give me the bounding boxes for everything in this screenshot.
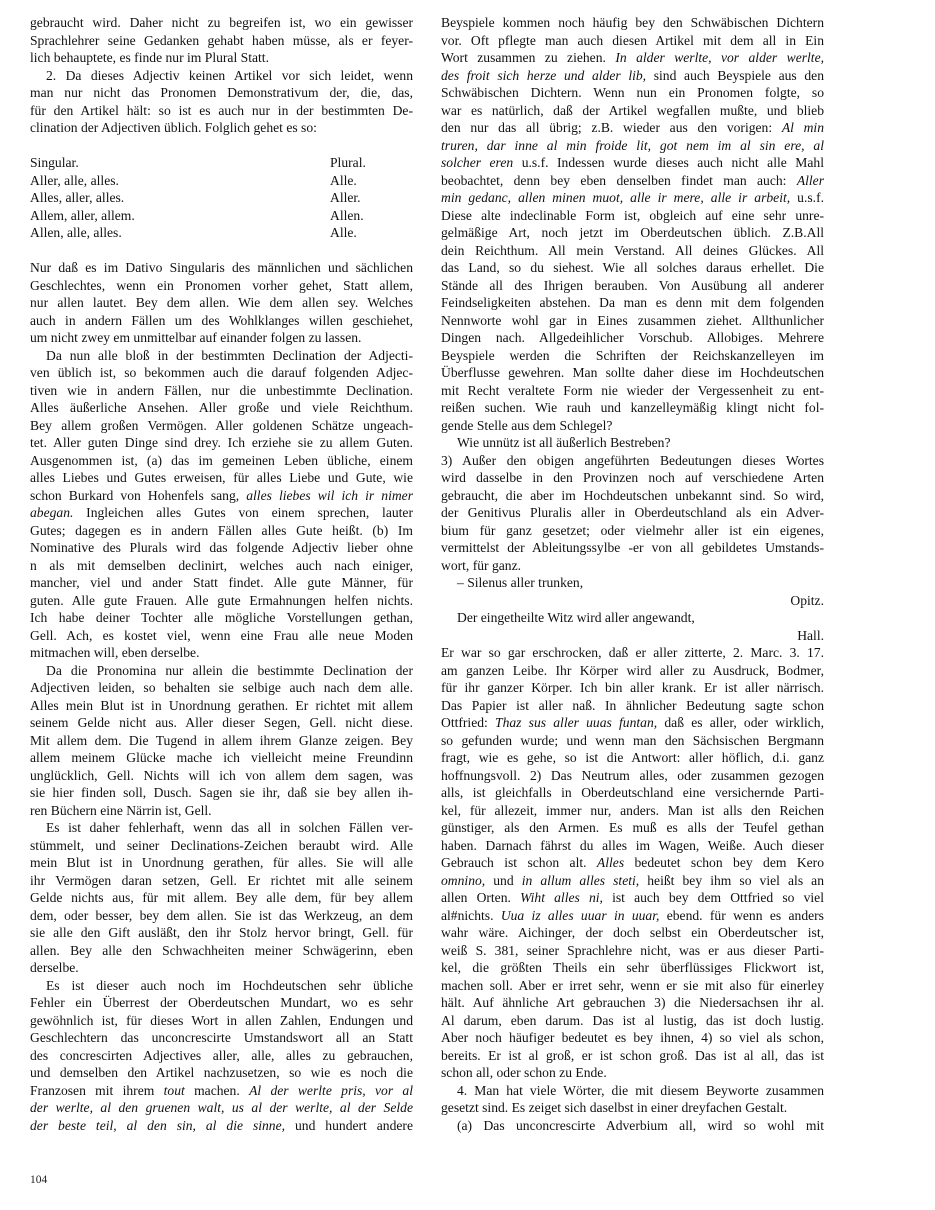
text-run: den nur das all übrig; z.B. wieder aus den vorigen: — [441, 120, 782, 135]
text-line: so gefunden wurde; und wenn man den Sächsischen Bergmann — [441, 732, 824, 748]
text-line — [441, 119, 824, 137]
text-line — [441, 189, 824, 207]
quote-text: Uua iz alles uuar in uuar, — [500, 907, 660, 923]
quote-text: alles liebes wil ich ir nimer — [246, 487, 413, 503]
text-run: u.s.f. Indessen wurde dieses auch nicht alle Mahl — [513, 155, 824, 170]
quote-text: truren, dar inne al min froide lit, got nem im al sin ere, al — [441, 137, 824, 153]
text-line: wird dasselbe in den Provinzen noch auf verschiedene Arten — [441, 470, 824, 485]
text-line — [441, 889, 824, 907]
text-line: lich behauptete, es finde nur im Plural Statt. — [30, 50, 269, 65]
text-line: 2. Da dieses Adjectiv keinen Artikel vor sich leidet, wenn — [46, 67, 413, 83]
text-line: Nur daß es im Dativo Singularis des männlichen und sächlichen — [30, 260, 413, 275]
text-line: nur allen lautet. Bey dem allen. Wie dem allen sey. Welches — [30, 295, 413, 310]
declension-table-header — [30, 154, 413, 172]
quote-attribution: Hall. — [797, 627, 824, 643]
text-line: wort, für ganz. — [441, 557, 522, 573]
text-line: 3) Außer den obigen angeführten Bedeutungen dieses Wortes — [441, 452, 824, 468]
text-line: gelmäßige Art, noch jetzt im Oberdeutschen üblich. Z.B.All — [441, 225, 824, 240]
right-column — [441, 14, 824, 1134]
text-line: hält. Auf ähnliche Art gebrauchen 3) die Niedersachsen ihr al. — [441, 995, 824, 1010]
text-line — [30, 1099, 413, 1117]
text-line: sie alle den Gift ausläßt, den ihr Stolz hervor bringt, Gell. für — [30, 925, 413, 940]
text-line — [30, 1082, 413, 1100]
quote-text: Alles — [596, 855, 625, 870]
text-run: Ottfried: — [441, 715, 496, 730]
text-line: ven üblich ist, so bekommen auch die darauf folgenden Adjec- — [30, 365, 413, 380]
verse-quote: – Silenus aller trunken, — [457, 575, 584, 590]
text-line: gende Stelle aus dem Schlegel? — [441, 417, 613, 433]
text-line: Ausgenommen ist, (a) das im gemeinen Leben übliche, einem — [30, 452, 413, 468]
text-line: Geschlechtern das unconcrescirte Umstandswort all an Statt — [30, 1030, 413, 1045]
text-line: Schwäbischen Dichtern. Wenn nun ein Pronomen folgte, so — [441, 85, 824, 100]
text-line: für ihr ganzer Körper. Ich bin aller krank. Er ist aller närrisch. — [441, 680, 824, 695]
text-line: sie hier finden soll, Dusch. Sagen sie ihr, daß sie bey allen ih- — [30, 785, 413, 800]
text-line — [441, 137, 824, 155]
text-line: Gell. Ach, es kostet viel, wenn eine Frau alle neue Moden — [30, 627, 413, 643]
quote-text: Aller — [796, 172, 824, 188]
text-line: machen soll. Aber er irret sehr, wenn er sie mit also für einerley — [441, 977, 824, 993]
declension-plural: Alle. — [330, 172, 357, 188]
declension-row — [30, 189, 413, 207]
text-line: Diese alte indeclinable Form ist, obgleich auf eine sehr unre- — [441, 207, 824, 223]
text-line: mit Recht veraltete Form nie wieder der Vergessenheit zu ent- — [441, 382, 824, 398]
text-line: Das Papier ist aller naß. In ähnlicher Bedeutung sagte schon — [441, 697, 824, 713]
text-line: das Land, so du siehest. Wie all solches daraus erhellet. Die — [441, 260, 824, 275]
text-line: bium für ganz gesetzet; oder vielmehr aller ist ein eigenes, — [441, 522, 824, 538]
text-run: beobachtet, denn bey eben denselben findet man auch: — [441, 172, 797, 188]
declension-singular: Allem, aller, allem. — [30, 207, 135, 223]
text-run: machen. — [184, 1082, 250, 1098]
text-line: reißen suchen. Wie rauh und kanzelleymäßig klingt nicht fol- — [441, 400, 824, 415]
text-line: Fehler ein Überrest der Oberdeutschen Mundart, wo es sehr — [30, 995, 413, 1010]
text-line: Gutes; dagegen es in andern Fällen alles Gute heißt. (b) Im — [30, 522, 413, 538]
quote-text: abegan. — [30, 505, 74, 520]
text-line: Stände all des Ihrigen berauben. Von Ausübung all anderer — [441, 277, 824, 293]
text-line: kel, die größten Theils ein sehr überflüssiges Flickwort ist, — [441, 960, 824, 975]
text-line: Al darum, eben darum. Das ist al lustig, das ist doch lustig. — [441, 1012, 824, 1028]
declension-plural: Aller. — [330, 190, 361, 205]
text-line: mancher, viel und ander Statt findet. Alle gute Männer, für — [30, 575, 413, 590]
declension-singular: Alles, aller, alles. — [30, 190, 125, 205]
text-line: mein Blut ist in Unordnung gerathen, für alles. Sie will alle — [30, 855, 413, 870]
text-line: Überflusse gewehren. Man sollte daher diese im Hochdeutschen — [441, 365, 824, 380]
text-line: Geschlechtes, wenn ein Pronomen vorher gehet, Statt allem, — [30, 277, 413, 293]
text-line: alles Liebes und Gutes erweisen, für alles Liebe und Gute, wie — [30, 470, 413, 485]
declension-singular: Allen, alle, alles. — [30, 225, 122, 240]
text-line: Beyspiele kommen noch häufig bey den Schwäbischen Dichtern — [441, 15, 824, 30]
text-line: n als mit demselben declinirt, welches auch nach einiger, — [30, 557, 413, 573]
text-line — [441, 907, 824, 925]
text-run: u.s.f. — [790, 190, 824, 205]
text-line: war es natürlich, daß der Artikel wegfallen mußte, und blieb — [441, 102, 824, 118]
text-line: allem meinem Glücke mache ich vielleicht meine Freundinn — [30, 750, 413, 765]
text-line: kel, für allezeit, immer nur, anders. Man ist alls den Reichen — [441, 802, 824, 818]
text-run: und — [485, 872, 522, 888]
quote-text: der werlte, al den gruenen walt, us al der werlte, al der Selde — [30, 1100, 413, 1115]
text-line — [441, 154, 824, 172]
quote-text: omnino, — [441, 872, 486, 888]
quote-text: Al min — [781, 120, 824, 135]
quote-text: solcher eren — [441, 155, 514, 170]
text-line: mitmachen will, eben derselbe. — [30, 645, 200, 660]
quote-text: In alder werlte, vor alder werlte, — [615, 50, 824, 65]
text-line: für den Artikel hält: so ist es auch nur in der bestimmten De- — [30, 102, 413, 118]
text-run: al#nichts. — [441, 907, 501, 923]
text-line: hoffnungsvoll. 2) Das Neutrum alles, oder zusammen gezogen — [441, 767, 824, 783]
table-header-plural: Plural. — [330, 155, 366, 170]
text-line: unglücklich, Gell. Nichts will ich von allem dem sagen, was — [30, 767, 413, 783]
text-line: ren Büchern eine Närrin ist, Gell. — [30, 802, 212, 818]
text-line — [30, 1117, 413, 1135]
text-line — [30, 487, 413, 505]
text-line: gebraucht wird. Daher nicht zu begreifen ist, wo ein gewisser — [30, 15, 413, 30]
text-line: vor. Oft pflegte man auch diesen Artikel mit dem all in Ein — [441, 32, 824, 48]
text-line: stümmelt, und seiner Declinations-Zeichen beraubt wird. Alle — [30, 837, 413, 853]
declension-plural: Allen. — [330, 207, 364, 223]
text-line — [441, 67, 824, 85]
text-line: wahr wäre. Aichinger, der doch selbst ein Oberdeutscher ist, — [441, 925, 824, 940]
text-line: der Genitivus Pluralis aller in Oberdeutschland als ein Adver- — [441, 505, 824, 520]
text-line: alls, ist gleichfalls in Oberdeutschland eine versichernde Parti- — [441, 785, 824, 800]
page-number: 104 — [30, 1174, 48, 1186]
quote-text: tout — [163, 1082, 185, 1098]
text-line: tiven wie in andern Fällen, nur die unbestimmte Declination. — [30, 382, 413, 398]
text-line: schon all, oder schon zu Ende. — [441, 1065, 607, 1080]
text-line: man nur nicht das Pronomen Demonstrativum der, die, das, — [30, 85, 413, 100]
text-run: daß es aller, oder wirklich, — [657, 715, 824, 730]
text-line: allen. Bey alle den Schwachheiten meiner Schwägerinn, eben — [30, 942, 413, 958]
text-line: vermittelst der Ableitungssylbe -er von all gebildetes Umstands- — [441, 540, 824, 555]
text-run: Wort zusammen zu ziehen. — [441, 50, 616, 65]
text-line: weiß S. 381, seiner Sprachlehre nicht, was er aus dieser Parti- — [441, 942, 824, 958]
text-line: tet. Aller guten Dinge sind drey. Ich erziehe sie zu allem Guten. — [30, 435, 413, 450]
text-line: um nicht zwey em unmittelbar auf einander folgen zu lassen. — [30, 330, 362, 345]
text-line: Aber noch häufiger bedeutet es bey ihnen, 4) so viel als schon, — [441, 1030, 824, 1045]
quote-text: des froit sich herze und alder lib, — [441, 67, 647, 83]
text-line — [441, 714, 824, 732]
text-line: dein Reichthum. All mein Verstand. All deines Glückes. All — [441, 242, 824, 258]
quote-text: Al der werlte pris, vor al — [249, 1082, 414, 1098]
text-line: Feindseligkeiten abstehen. Da man es denn mit dem folgenden — [441, 295, 824, 310]
text-line: des concrescirten Adjectives aller, alle, alles zu gebrauchen, — [30, 1047, 413, 1063]
quote-text: der beste teil, al den sin, al die sinne, — [30, 1117, 286, 1133]
text-line: Bey allem großen Vermögen. Aller goldenen Schätze ungeach- — [30, 417, 413, 433]
text-line: bereits. Er ist al groß, er ist schon groß. Das ist al all, das ist — [441, 1047, 824, 1063]
quote-text: min gedanc, allen minen muot, alle ir mere, alle ir arbeit, — [441, 190, 791, 205]
table-header-singular: Singular. — [30, 155, 79, 170]
quote-text: in allum alles steti, — [521, 872, 640, 888]
text-line: gebraucht, die aber im Hochdeutschen unbekannt sind. So wird, — [441, 487, 824, 503]
text-line: Nominative des Plurals wird das folgende Adjectiv lieber ohne — [30, 540, 413, 555]
declension-plural: Alle. — [330, 225, 357, 240]
text-line — [441, 172, 824, 190]
text-line: fragt, wie es gehe, so ist die Antwort: aller höflich, d.i. ganz — [441, 750, 824, 765]
text-line: Alles mein Blut ist in Unordnung gerathen. Er richtet mit allem — [30, 697, 413, 713]
text-line: am ganzen Leibe. Ihr Körper wird aller zu Ausdruck, Bodmer, — [441, 662, 824, 678]
text-line: guten. Alle gute Frauen. Alle gute Ermahnungen helfen nichts. — [30, 592, 413, 608]
text-line: derselbe. — [30, 960, 79, 975]
text-run: und hundert andere — [285, 1117, 413, 1133]
text-run: sind auch Beyspiele aus den — [646, 67, 824, 83]
quote-text: Thaz sus aller uuas funtan, — [495, 715, 658, 730]
text-line: Gelde nichts aus, für mit allem. Bey alle dem, für bey allem — [30, 890, 413, 905]
text-line: günstiger, als den Armen. Es muß es alls der Teufel gethan — [441, 820, 824, 835]
text-line: 4. Man hat viele Wörter, die mit diesem Beyworte zusammen — [457, 1082, 824, 1098]
declension-row — [30, 207, 413, 225]
text-line: Er war so gar erschrocken, daß er aller zitterte, 2. Marc. 3. 17. — [441, 645, 824, 660]
text-line: Da nun alle bloß in der bestimmten Declination der Adjecti- — [46, 347, 413, 363]
declension-row — [30, 172, 413, 190]
text-run: heißt bey ihm so viel als an — [639, 872, 825, 888]
text-line: auch in andern Fällen um des Wohlklanges willen geschiehet, — [30, 312, 413, 328]
text-line: gesetzt sind. Es zeiget sich daselbst in einer dreyfachen Gestalt. — [441, 1100, 788, 1115]
text-line — [441, 49, 824, 67]
left-column — [30, 14, 413, 1134]
text-line: Es ist dieser auch noch im Hochdeutschen sehr übliche — [46, 977, 413, 993]
text-line: Alles äußerliche Ansehen. Aller große und viele Reichthum. — [30, 400, 413, 415]
text-run: bedeutet schon bey dem Kero — [624, 855, 824, 870]
text-run: ist auch bey dem Ottfried so viel — [602, 890, 824, 905]
text-line: Beyspiele werden die Schriften der Reichskanzelleyen im — [441, 347, 824, 363]
text-line: Nennworte wohl gar in Eines zusammen ziehet. Allthunlicher — [441, 312, 824, 328]
verse-quote: Der eingetheilte Witz wird aller angewandt, — [457, 610, 695, 625]
text-line: clination der Adjectiven üblich. Folglich gehet es so: — [30, 120, 317, 135]
text-run: Ingleichen alles Gutes von einem sprechen, lauter — [73, 505, 413, 520]
text-line — [441, 872, 824, 890]
text-line: ihr Vermögen daran setzen, Gell. Er richtet mit alle seinem — [30, 872, 413, 888]
declension-singular: Aller, alle, alles. — [30, 172, 119, 188]
text-line — [441, 854, 824, 872]
text-line: Mit allem dem. Die Tugend in allem ihrem Glanze zeigen. Bey — [30, 732, 413, 748]
text-line: Adjectiven leiden, so behalten sie selbige auch nach dem alle. — [30, 680, 413, 695]
text-line: Es ist daher fehlerhaft, wenn das all in solchen Fällen ver- — [46, 820, 413, 835]
text-line: gewöhnlich ist, für dieses Wort in allen Zahlen, Endungen und — [30, 1012, 413, 1028]
text-run: Franzosen mit ihrem — [30, 1082, 164, 1098]
text-line: und demselben den Artikel nachzusetzen, so wie es noch die — [30, 1065, 413, 1080]
text-line: (a) Das unconcrescirte Adverbium all, wird so wohl mit — [457, 1117, 824, 1133]
text-run: allen Orten. — [441, 890, 521, 905]
quote-text: Wiht alles ni, — [520, 890, 603, 905]
text-run: ebend. für wenn es anders — [659, 907, 824, 923]
text-run: Gebrauch ist schon alt. — [441, 855, 597, 870]
text-line: Dingen nach. Allgedeihlicher Vorschub. Allobiges. Mehrere — [441, 330, 824, 345]
quote-attribution: Opitz. — [790, 592, 824, 608]
text-line: Ich habe deiner Tochter alle mögliche Vorstellungen gethan, — [30, 610, 413, 625]
text-line: seinem Gelde nicht aus. Aller dieser Segen, Gell. nicht diese. — [30, 715, 413, 730]
declension-row — [30, 224, 413, 242]
text-line: dem, oder besser, bey dem allen. Sie ist das Werkzeug, an dem — [30, 907, 413, 923]
text-line — [30, 504, 413, 522]
text-line: Sprachlehrer seine Gedanken gehabt haben müsse, als er feyer- — [30, 32, 413, 48]
text-line: Da die Pronomina nur allein die bestimmte Declination der — [46, 662, 413, 678]
text-line: haben. Darnach fährst du alles im Wagen, Weiße. Auch dieser — [441, 837, 824, 853]
verse-quote: Wie unnütz ist all äußerlich Bestreben? — [457, 435, 671, 450]
text-run: schon Burkard von Hohenfels sang, — [30, 487, 247, 503]
